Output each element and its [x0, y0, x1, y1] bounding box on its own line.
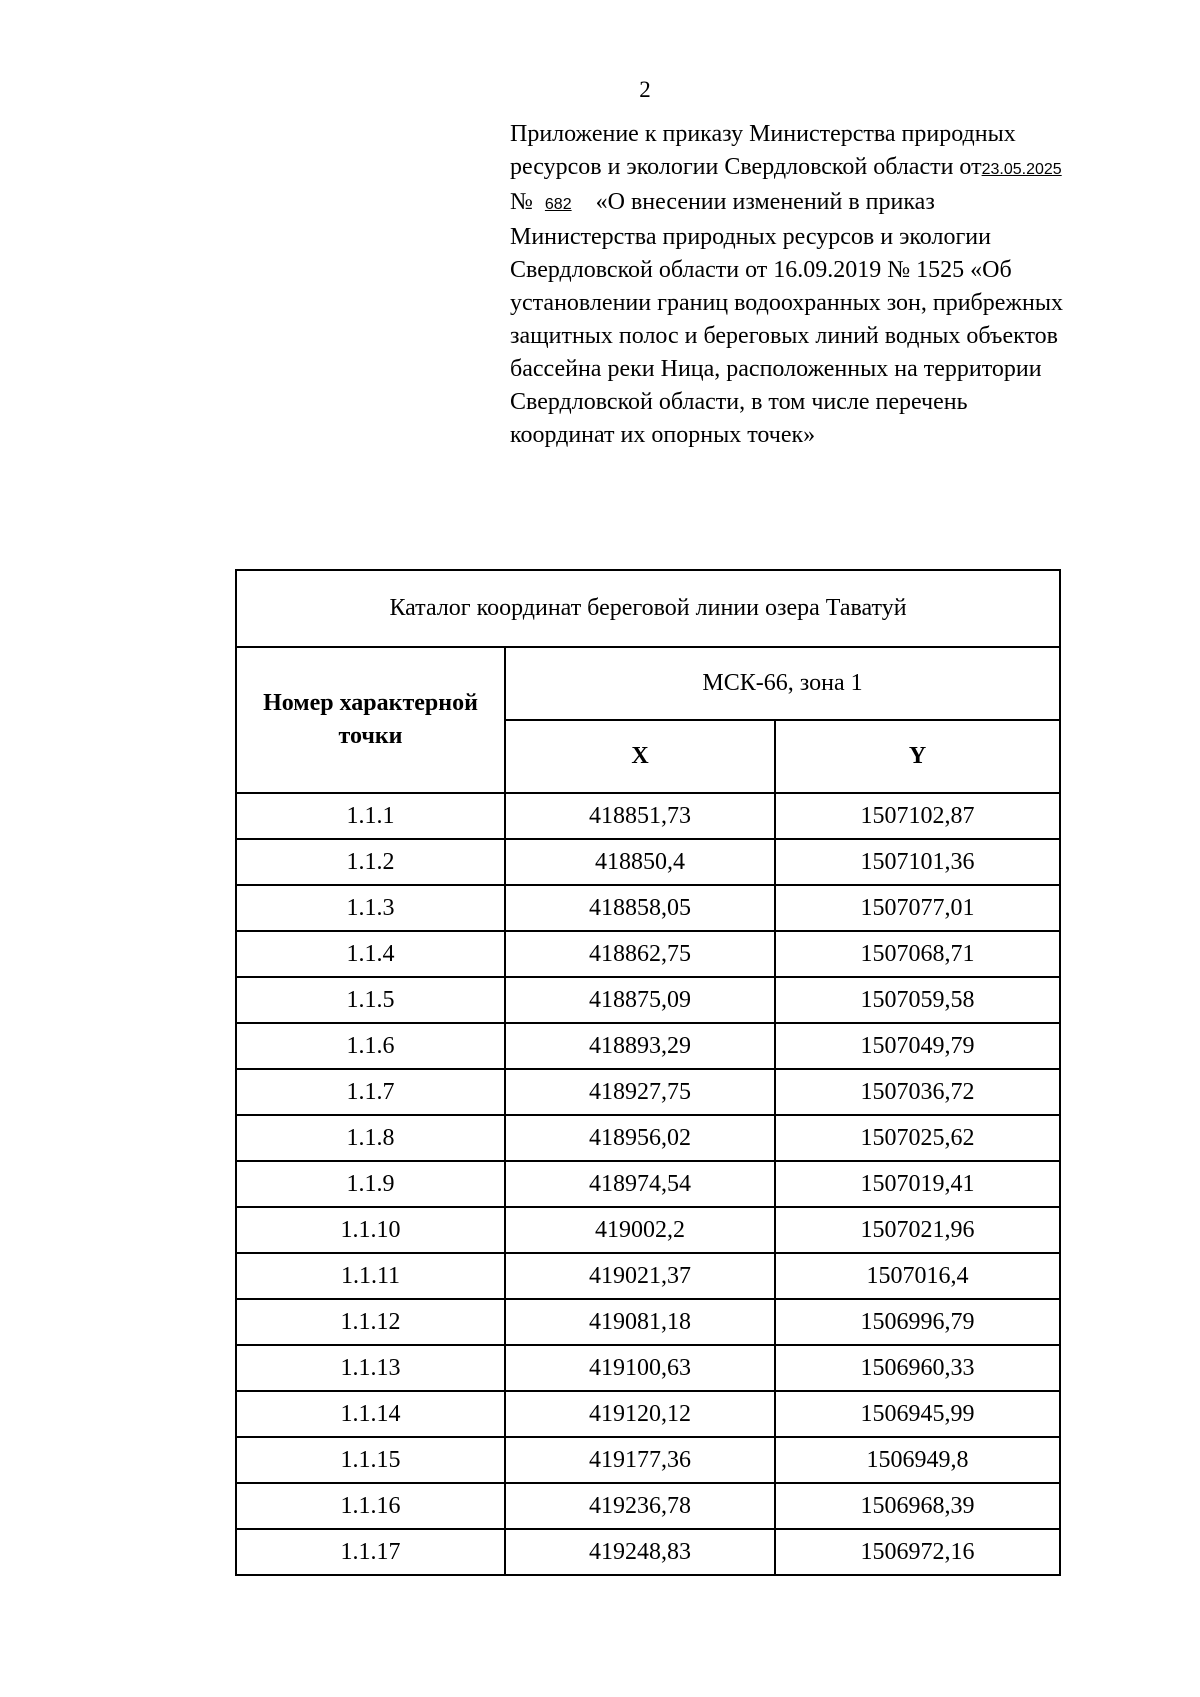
point-number-cell: 1.1.3: [236, 885, 505, 931]
y-cell: 1507025,62: [775, 1115, 1060, 1161]
y-cell: 1507049,79: [775, 1023, 1060, 1069]
y-cell: 1507019,41: [775, 1161, 1060, 1207]
x-cell: 418858,05: [505, 885, 775, 931]
table-row: [236, 1483, 1060, 1529]
table-row: [236, 1115, 1060, 1161]
table-row: [236, 977, 1060, 1023]
point-number-cell: 1.1.2: [236, 839, 505, 885]
table-row: [236, 931, 1060, 977]
point-number-cell: 1.1.11: [236, 1253, 505, 1299]
table-row: [236, 1023, 1060, 1069]
y-cell: 1507016,4: [775, 1253, 1060, 1299]
x-cell: 418851,73: [505, 793, 775, 839]
x-cell: 418893,29: [505, 1023, 775, 1069]
point-number-cell: 1.1.8: [236, 1115, 505, 1161]
table-row: [236, 1069, 1060, 1115]
y-cell: 1506945,99: [775, 1391, 1060, 1437]
table-row: [236, 1345, 1060, 1391]
y-cell: 1507101,36: [775, 839, 1060, 885]
page-number: 2: [639, 77, 651, 102]
x-cell: 419002,2: [505, 1207, 775, 1253]
point-number-cell: 1.1.16: [236, 1483, 505, 1529]
table-row: [236, 1253, 1060, 1299]
coordinates-table: [235, 569, 1061, 1576]
y-cell: 1507077,01: [775, 885, 1060, 931]
x-cell: 418850,4: [505, 839, 775, 885]
table-row: [236, 1161, 1060, 1207]
point-number-cell: 1.1.6: [236, 1023, 505, 1069]
point-number-header: Номер характерной точки: [236, 647, 505, 793]
order-number: 682: [544, 196, 572, 213]
x-cell: 419100,63: [505, 1345, 775, 1391]
point-number-cell: 1.1.12: [236, 1299, 505, 1345]
coordinates-table-body: [236, 793, 1060, 1575]
point-number-cell: 1.1.15: [236, 1437, 505, 1483]
y-cell: 1506949,8: [775, 1437, 1060, 1483]
appendix-text-before-date: Приложение к приказу Министерства природных ресурсов и экологии Свердловской области от: [510, 121, 1016, 180]
y-cell: 1506996,79: [775, 1299, 1060, 1345]
table-row: [236, 793, 1060, 839]
y-cell: 1507059,58: [775, 977, 1060, 1023]
x-cell: 418956,02: [505, 1115, 775, 1161]
point-number-cell: 1.1.13: [236, 1345, 505, 1391]
table-row: [236, 1529, 1060, 1575]
x-cell: 419081,18: [505, 1299, 775, 1345]
table-row: [236, 1299, 1060, 1345]
x-cell: 418927,75: [505, 1069, 775, 1115]
point-number-cell: 1.1.14: [236, 1391, 505, 1437]
table-row: [236, 885, 1060, 931]
point-number-cell: 1.1.4: [236, 931, 505, 977]
x-cell: 419120,12: [505, 1391, 775, 1437]
point-number-cell: 1.1.1: [236, 793, 505, 839]
appendix-text-after-number: «О внесении изменений в приказ Министерства природных ресурсов и экологии Свердловской области от 16.09.2019 № 1525 «Об установлении границ водоохранных зон, прибрежных защитных полос и береговых линий водных объектов бассейна реки Ница, расположенных на территории Свердловской области, в том числе перечень координат их опорных точек»: [510, 189, 1063, 448]
point-number-cell: 1.1.5: [236, 977, 505, 1023]
coordinate-system-header: МСК-66, зона 1: [505, 647, 1060, 720]
y-cell: 1506972,16: [775, 1529, 1060, 1575]
table-title: Каталог координат береговой линии озера Таватуй: [236, 570, 1060, 647]
x-cell: 419021,37: [505, 1253, 775, 1299]
x-cell: 419236,78: [505, 1483, 775, 1529]
x-cell: 418875,09: [505, 977, 775, 1023]
x-cell: 419177,36: [505, 1437, 775, 1483]
y-cell: 1507036,72: [775, 1069, 1060, 1115]
x-column-header: X: [505, 720, 775, 793]
x-cell: 419248,83: [505, 1529, 775, 1575]
table-row: [236, 839, 1060, 885]
point-number-cell: 1.1.17: [236, 1529, 505, 1575]
y-cell: 1507068,71: [775, 931, 1060, 977]
number-sign: №: [510, 189, 533, 215]
point-number-cell: 1.1.10: [236, 1207, 505, 1253]
appendix-header: [510, 118, 1070, 452]
point-number-cell: 1.1.9: [236, 1161, 505, 1207]
x-cell: 418862,75: [505, 931, 775, 977]
table-row: [236, 1207, 1060, 1253]
y-cell: 1507102,87: [775, 793, 1060, 839]
y-cell: 1507021,96: [775, 1207, 1060, 1253]
table-row: [236, 1391, 1060, 1437]
y-column-header: Y: [775, 720, 1060, 793]
y-cell: 1506968,39: [775, 1483, 1060, 1529]
table-row: [236, 1437, 1060, 1483]
point-number-cell: 1.1.7: [236, 1069, 505, 1115]
x-cell: 418974,54: [505, 1161, 775, 1207]
y-cell: 1506960,33: [775, 1345, 1060, 1391]
order-date: 23.05.2025: [981, 161, 1062, 178]
